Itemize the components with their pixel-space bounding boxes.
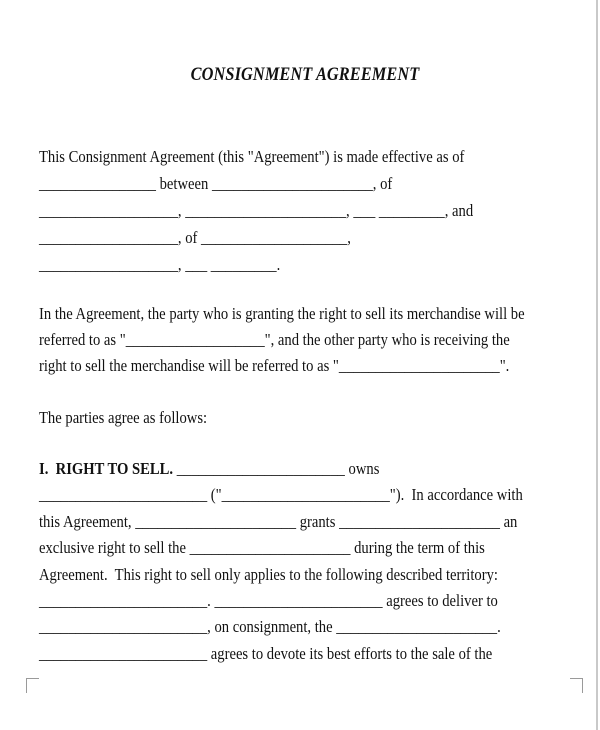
page-corner-mark-right [570, 678, 583, 693]
parties-line-2: referred to as "___________________", and the other party who is receiving the [39, 330, 510, 349]
intro-line-2: ________________ between ______________________, of [39, 174, 393, 193]
section1-line-6: _______________________. _______________________ agrees to deliver to [39, 591, 498, 610]
intro-line-4: ___________________, of ____________________, [39, 228, 351, 247]
section1-line-5: Agreement. This right to sell only applies to the following described territory: [39, 565, 498, 584]
parties-line-3: right to sell the merchandise will be referred to as "______________________". [39, 356, 510, 375]
page-corner-mark-left [26, 678, 39, 693]
intro-line-3: ___________________, ______________________, ___ _________, and [39, 201, 474, 220]
section1-line-8: _______________________ agrees to devote its best efforts to the sale of the [39, 644, 493, 663]
intro-line-1: This Consignment Agreement (this "Agreement") is made effective as of [39, 147, 465, 166]
section1-line-4: exclusive right to sell the ______________________ during the term of this [39, 538, 485, 557]
document-title: CONSIGNMENT AGREEMENT [190, 64, 420, 85]
section1-first-line [39, 459, 379, 479]
section1-heading: I. RIGHT TO SELL. [39, 459, 174, 478]
section1-line-7: _______________________, on consignment, the ______________________. [39, 617, 501, 636]
parties-agree-line: The parties agree as follows: [39, 408, 208, 427]
parties-line-1: In the Agreement, the party who is granting the right to sell its merchandise will be [39, 304, 525, 323]
section1-line-3: this Agreement, ______________________ grants ______________________ an [39, 512, 518, 531]
section1-first-line-rest: _______________________ owns [173, 459, 380, 478]
section1-line-2: _______________________ ("_______________________"). In accordance with [39, 485, 523, 504]
intro-line-5: ___________________, ___ _________. [39, 255, 281, 274]
